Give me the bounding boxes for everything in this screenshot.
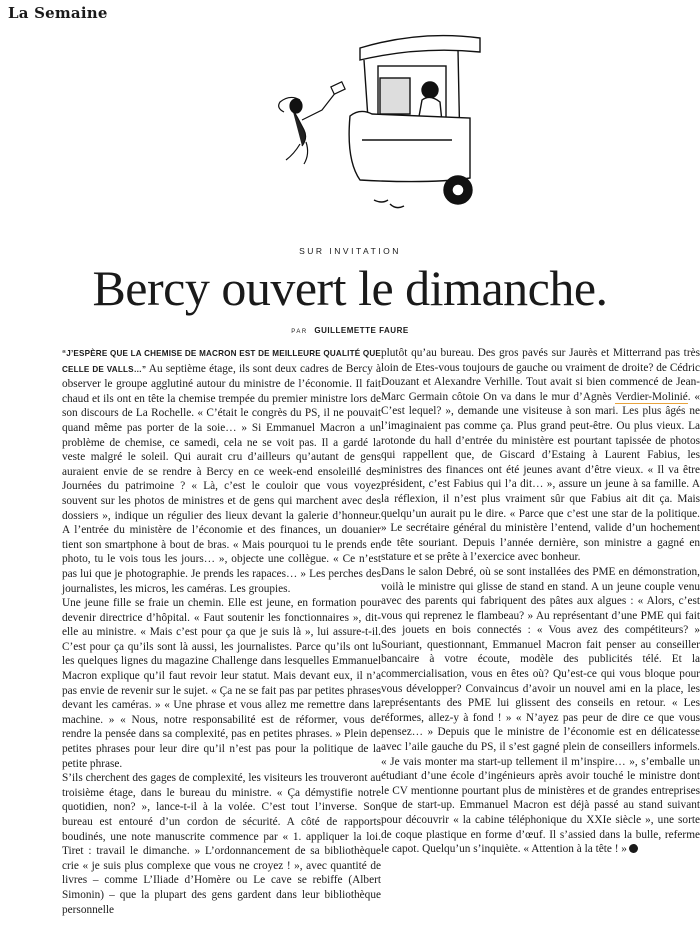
highlighted-name: Verdier-Molinié <box>615 390 688 403</box>
byline <box>0 326 700 335</box>
kicker: SUR INVITATION <box>299 246 401 256</box>
paragraph-text: plutôt qu’au bureau. Des gros pavés sur Jaurès et Mitterrand pas très loin de Etes-vous toujours de gauche ou vraiment de droite? de Cédric Douzant et Alexandre Verhille. Tout avait si bien commencé de Jean-Marc Germain côtoie On va dans le mur d’Agnès <box>381 347 700 403</box>
illustration <box>262 20 482 218</box>
paragraph-text: Au septième étage, ils sont deux cadres de Bercy à observer le groupe agglutiné autour du ministre de l’économie. Il fait chaud et ils ont en tête la chemise trempée du premier ministre lors de son discours de La Rochelle. « C’était le congrès du PS, il ne pouvait quand même pas porter de la soie… » Si Emmanuel Macron a un problème de chemise, ce samedi, cela ne se voit pas. Il a gardé la veste malgré le soleil. Qui aurait cru d’ailleurs qu’autant de gens auraient envie de se rendre à Bercy en ce week-end ensoleillé des Journées du patrimoine ? « Là, c’est le couloir que vous voyez souvent sur les photos de ministres et de gens qui marchent avec des dossiers », indique un régulier des lieux devant la galerie d’honneur. A l’entrée du ministère de l’économie et des finances, un douanier tient son smartphone à bout de bras. « Mais pourquoi tu le prends en photo, tu le vois tous les jours… », objecte une collègue. « Ce n’est pas lui que je photographie. Je prends les rapaces… » Les perches des journalistes, les micros, les caméras. Les groupies. <box>62 362 381 595</box>
byline-author: GUILLEMETTE FAURE <box>314 326 409 335</box>
article-column-right <box>381 346 700 857</box>
paragraph-text: Dans le salon Debré, où se sont installées des PME en démonstration, voilà le ministre qui glisse de stand en stand. A un jeune couple venu avec des parents qui fabriquent des pâtes aux algues : « Alors, c’est vous qui reprenez le flambeau? » Au représentant d’une PME qui fait des jouets en bois connectés : « Vous avez des compétiteurs? » Souriant, questionnant, Emmanuel Macron fait penser au conseiller bancaire à votre écoute, modèle des publicités télé. Et la commercialisation, vous en êtes où? Qu’est-ce qui vous bloque pour vous développer? Convaincus d’avoir un nouvel ami en la place, les représentants des PME lui glissent des conseils en retour. « Les réformes, allez-y à fond ! » « N’ayez pas peur de dire ce que vous pensez… » Depuis que le ministre de l’économie est en délicatesse avec l’aile gauche du PS, il s’est gagné plein de conseillers informels. « Je vais monter ma start-up tellement il m’inspire… », s’emballe un étudiant d’une école d’ingénieurs après avoir touché le ministre dont le CV mentionne pourtant plus de ministères et de grandes entreprises que de start-up. Emmanuel Macron est déjà passé au stand suivant pour découvrir « la cabine téléphonique du XXIe siècle », une sorte de coque plastique en forme d’œuf. Il s’assied dans la bulle, referme le capot. Quelqu’un s’inquiète. « Attention à la tête ! » <box>381 565 700 856</box>
paragraph: Une jeune fille se fraie un chemin. Elle est jeune, en formation pour devenir directrice d’hôpital. « Faut soutenir les fonctionnaires », dit-elle au ministre. « Mais c’est pour ça que je suis là », lui assure-t-il. C’est pour ça qu’ils sont là aussi, les journalistes. Parce qu’ils ont lu les quelques lignes du magazine Challenge dans lesquelles Emmanuel Macron explique qu’il faut revoir leur statut. Mais devant eux, il n’a pas envie de revenir sur le sujet. « Ça ne se fait pas par petites phrases devant les caméras. » « Une phrase et vous allez me remettre dans la machine. » « Nous, notre responsabilité est de réformer, vous de rendre la pensée dans sa complexité, pas en petites phrases. » Plein de petites phrases pour leur dire qu’il n’est pas pour la politique de la petite phrase. <box>62 597 381 770</box>
paragraph-text: . « C’est lequel? », demande une visiteuse à son mari. Les plus âgés ne l’imaginaient pas comme ça. Plus grand peut-être. Ou plus vieux. La rotonde du hall d’entrée du ministère est pourtant tapissée de photos qui rappellent que, de Giscard d’Estaing à Laurent Fabius, les ministres des finances ont été jeunes avant d’être vieux. « Il va être président, c’est Fabius qui l’a dit… », assure un jeune à sa famille. A la réflexion, il n’est plus vraiment sûr que Fabius ait dit ça. Mais quelqu’un aurait pu le dire. « Parce que c’est une star de la politique. » Le secrétaire général du ministère l’entend, valide d’un hochement de tête souriant. Depuis l’année dernière, son ministre a gagné en stature et se prête à l’exercice avec bonheur. <box>381 390 700 564</box>
end-of-article-icon <box>629 844 638 853</box>
byline-prefix: PAR <box>291 329 308 335</box>
masthead: La Semaine <box>8 4 108 22</box>
lead-in: “J’ESPÈRE QUE LA CHEMISE DE MACRON EST DE MEILLEURE QUALITÉ QUE CELLE DE VALLS…” <box>62 349 381 374</box>
paragraph <box>381 346 700 565</box>
article-column-left <box>62 346 381 917</box>
headline: Bercy ouvert le dimanche. <box>92 260 608 316</box>
paragraph <box>62 346 381 596</box>
paragraph: S’ils cherchent des gages de complexité, les visiteurs les trouveront au troisième étage, dans le bureau du ministre. « Ça démystifie notre quotidien, non? », lance-t-il à la volée. C’est tout l’inverse. Son bureau est entouré d’un cordon de sécurité. A côté de rapports boudinés, une note manuscrite commence par « 1. appliquer la loi. Tiret : travail le dimanche. » L’ordonnancement de sa bibliothèque crie « je suis plus complexe que vous ne croyez ! », avec quantité de livres – comme L’Iliade d’Homère ou Le cave se rebiffe (Albert Simonin) – que la plupart des gens gardent dans leur bibliothèque personnelle <box>62 772 381 916</box>
paragraph <box>381 565 700 857</box>
